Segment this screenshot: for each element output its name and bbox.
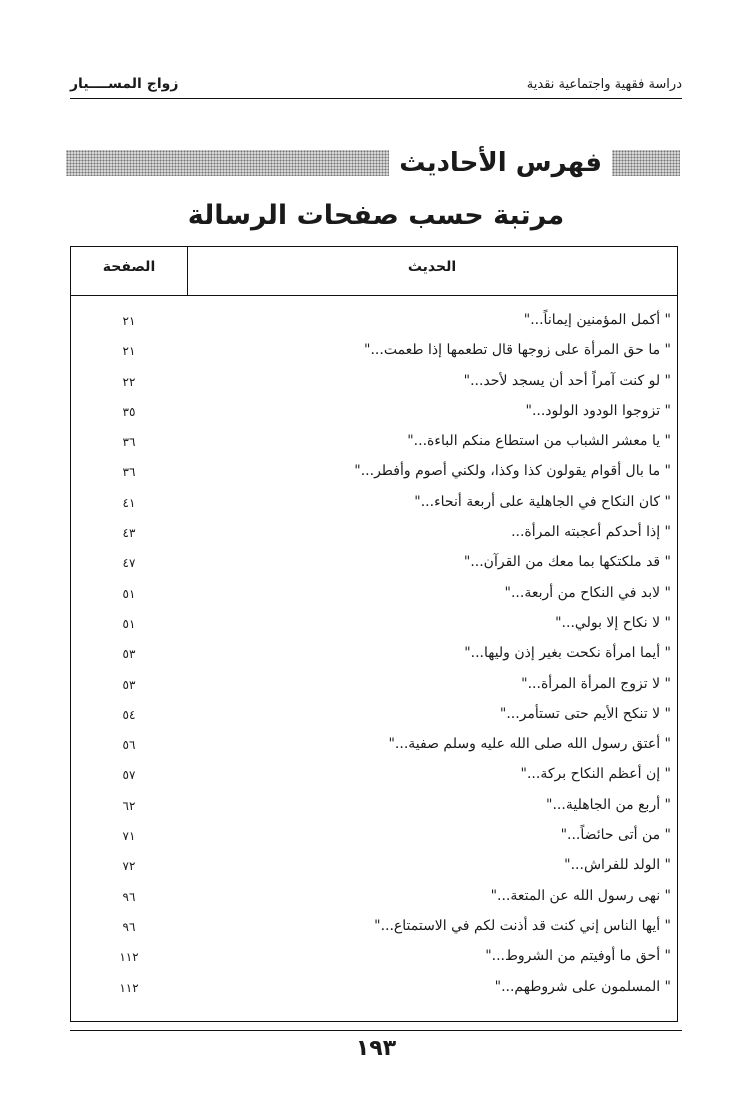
hadith-text: " إن أعظم النكاح بركة..." [520, 766, 671, 783]
page-number: ٥٦ [122, 738, 136, 753]
hadith-text: " لا تزوج المرأة المرأة..." [521, 675, 671, 692]
hadith-text: " كان النكاح في الجاهلية على أربعة أنحاء..." [414, 493, 671, 510]
page-number: ٦٢ [122, 798, 136, 813]
section-heading [66, 146, 680, 180]
table-row [71, 702, 677, 732]
table-row [71, 459, 677, 489]
page-number: ٤٧ [122, 556, 136, 571]
hadith-text: " أيما امرأة نكحت بغير إذن وليها..." [464, 645, 671, 662]
hadith-text: " لا نكاح إلا بولي..." [555, 614, 671, 631]
hadith-text: " لو كنت آمراً أحد أن يسجد لأحد..." [463, 372, 671, 389]
running-head-book-title: زواج المســــيار [70, 76, 179, 92]
page-number: ٥٣ [122, 677, 136, 692]
dotted-bar-ornament [612, 150, 680, 176]
page-number: ٥٤ [122, 707, 136, 722]
table-row [71, 369, 677, 399]
hadith-text: " أكمل المؤمنين إيماناً..." [523, 312, 671, 328]
table-row [71, 975, 677, 1005]
hadith-text: " الولد للفراش..." [564, 857, 671, 874]
hadith-text: " أحق ما أوفيتم من الشروط..." [485, 948, 671, 965]
table-row [71, 672, 677, 702]
table-row [71, 732, 677, 762]
page-number: ٩٦ [122, 919, 136, 934]
hadith-text: " أربع من الجاهلية..." [546, 796, 671, 813]
table-row [71, 490, 677, 520]
table-row [71, 793, 677, 823]
hadith-text: " المسلمون على شروطهم..." [494, 978, 671, 995]
page-number: ٢٢ [122, 374, 136, 389]
hadith-text: " لا تنكح الأيم حتى تستأمر..." [499, 705, 671, 722]
table-row [71, 944, 677, 974]
table-row [71, 611, 677, 641]
table-row [71, 914, 677, 944]
hadith-text: " نهى رسول الله عن المتعة..." [490, 887, 671, 904]
hadith-text: " لابد في النكاح من أربعة..." [504, 584, 671, 601]
table-row [71, 581, 677, 611]
hadith-text: " أعتق رسول الله صلى الله عليه وسلم صفية..." [388, 736, 671, 753]
hadith-text: " يا معشر الشباب من استطاع منكم الباءة..." [407, 433, 671, 450]
page-number: ٢١ [122, 344, 136, 359]
hadith-text: " قد ملكتكها بما معك من القرآن..." [463, 554, 671, 571]
table-row [71, 762, 677, 792]
hadith-text: " ما بال أقوام يقولون كذا وكذا، ولكني أصوم وأفطر..." [354, 463, 671, 480]
table-row [71, 520, 677, 550]
table-row [71, 641, 677, 671]
hadith-text: " ما حق المرأة على زوجها قال تطعمها إذا طعمت..." [364, 342, 671, 359]
table-row [71, 884, 677, 914]
running-head [70, 70, 682, 92]
page-number: ٧٢ [122, 859, 136, 874]
hadith-text: " تزوجوا الودود الولود..." [525, 402, 671, 419]
table-row [71, 399, 677, 429]
table-row [71, 550, 677, 580]
page-folio: ١٩٣ [355, 1036, 397, 1061]
header-rule [70, 98, 682, 99]
page-number: ٣٦ [122, 465, 136, 480]
page-number: ٥١ [122, 616, 136, 631]
index-subtitle: مرتبة حسب صفحات الرسالة [187, 200, 565, 231]
table-body [71, 308, 677, 1005]
running-head-subtitle: دراسة فقهية واجتماعية نقدية [526, 77, 682, 92]
page-number: ١١٢ [119, 950, 139, 965]
page-number: ٤٣ [122, 526, 136, 541]
table-row [71, 429, 677, 459]
column-header-page: الصفحة [102, 259, 156, 275]
table-row [71, 308, 677, 338]
page-number: ٢١ [122, 314, 136, 328]
page-number: ٣٥ [122, 404, 136, 419]
table-header-rule [71, 295, 677, 296]
page-number: ٣٦ [122, 435, 136, 450]
dotted-bar-ornament [66, 150, 389, 176]
page-number: ٩٦ [122, 889, 136, 904]
hadith-text: " إذا أحدكم أعجبته المرأة... [511, 524, 671, 541]
page-number: ٤١ [122, 495, 136, 510]
footer-rule [70, 1030, 682, 1031]
table-row [71, 338, 677, 368]
page-number: ٥٣ [122, 647, 136, 662]
hadith-index-table [70, 246, 678, 1022]
page-number: ٧١ [122, 829, 136, 844]
section-title: فهرس الأحاديث [399, 148, 602, 178]
hadith-text: " من أتى حائضاً..." [560, 827, 671, 844]
page-number: ١١٢ [119, 980, 139, 995]
page-number: ٥١ [122, 586, 136, 601]
column-header-hadith: الحديث [407, 259, 457, 275]
table-row [71, 823, 677, 853]
page-number: ٥٧ [122, 768, 136, 783]
table-row [71, 853, 677, 883]
hadith-text: " أيها الناس إني كنت قد أذنت لكم في الاستمتاع..." [374, 917, 671, 934]
